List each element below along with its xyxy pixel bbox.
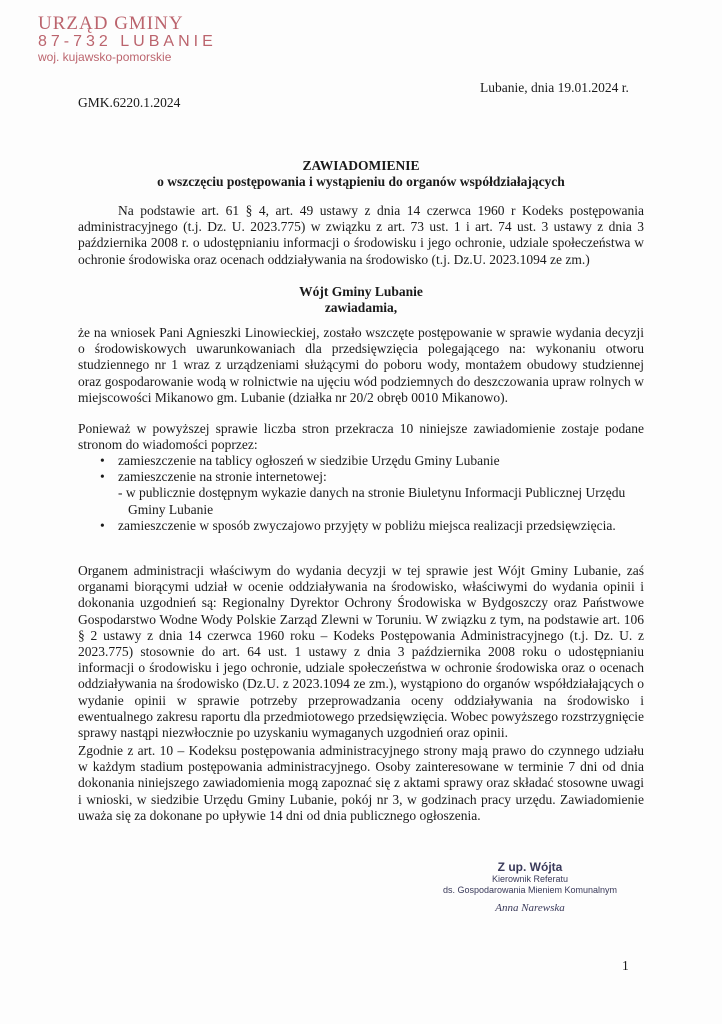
page-number: 1 <box>622 958 629 973</box>
signature-block <box>430 860 630 914</box>
authority-verb: zawiadamia, <box>324 300 398 315</box>
bullet-icon: • <box>100 469 105 485</box>
office-stamp <box>38 14 217 63</box>
document-date: Lubanie, dnia 19.01.2024 r. <box>480 80 629 95</box>
reference-number: GMK.6220.1.2024 <box>78 95 181 110</box>
signature-department: ds. Gospodarowania Mieniem Komunalnym <box>442 885 618 895</box>
paragraph-organs: Organem administracji właściwym do wydania decyzji w tej sprawie jest Wójt Gminy Lubanie, zaś organami biorącymi udział w ocenie oddziaływania na środowisko, właściwymi do wydania opinii i dokonania uzgodnień są: Regionalny Dyrektor Ochrony Środowiska w Bydgoszczy oraz Państwowe Gospodarstwo Wodne Wody Polskie Zarząd Zlewni w Toruniu. W związku z tym, na podstawie art. 106 § 2 ustawy z dnia 14 czerwca 1960 roku – Kodeks Postępowania Administracyjnego (t.j. Dz. U. z 2023.775) stosownie do art. 64 ust. 1 ustawy z dnia 3 października 2008 roku o udostępnianiu informacji o środowisku i jego ochronie, udziale społeczeństwa w ochronie środowiska oraz o ocenach oddziaływania na środowisko (Dz.U. z 2023.1094 ze zm.), wystąpiono do organów współdziałających o wydanie opinii w sprawie potrzeby przeprowadzania oceny oddziaływania na środowisko i ewentualnego zakresu raportu dla przedmiotowego przedsięwzięcia. Wobec powyższego rozstrzygnięcie sprawy nastąpi niezwłocznie po uzyskaniu wymaganych uzgodnień oraz opinii. <box>78 563 644 741</box>
document-title <box>78 158 644 190</box>
paragraph-application: że na wniosek Pani Agnieszki Linowieckiej, zostało wszczęte postępowanie w sprawie wydania decyzji o środowiskowych uwarunkowaniach dla przedsięwzięcia polegającego na: wykonaniu otworu studziennego nr 1 wraz z urządzeniami służącymi do poboru wody, montażem obudowy studziennej oraz gospodarowanie wodą w rolnictwie na ujęciu wód podziemnych do deszczowania upraw rolnych w miejscowości Mikanowo gm. Lubanie (działka nr 20/2 obręb 0010 Mikanowo). <box>78 325 644 405</box>
bullet-icon: • <box>100 517 105 533</box>
notification-methods-list <box>78 453 644 534</box>
stamp-line-2: 87-732 LUBANIE <box>38 32 217 50</box>
list-item: • zamieszczenie w sposób zwyczajowo przyjęty w pobliżu miejsca realizacji przedsięwzięcia. <box>100 517 616 533</box>
authority-name: Wójt Gminy Lubanie <box>299 284 423 299</box>
signature-name: Anna Narewska <box>495 902 565 914</box>
bullet-icon: • <box>100 453 105 468</box>
stamp-line-3: woj. kujawsko-pomorskie <box>38 49 172 64</box>
signature-position: Kierownik Referatu <box>491 874 569 884</box>
stamp-line-1: URZĄD GMINY <box>38 13 184 34</box>
list-item: • zamieszczenie na tablicy ogłoszeń w siedzibie Urzędu Gminy Lubanie <box>100 453 500 468</box>
intro-paragraph: Na podstawie art. 61 § 4, art. 49 ustawy z dnia 14 czerwca 1960 r Kodeks postępowania administracyjnego (t.j. Dz. U. 2023.775) w związku z art. 73 ust. 1 i art. 74 ust. 3 ustawy z dnia 3 października 2008 r. o udostępnianiu informacji o środowisku i jego ochronie, udziale społeczeństwa w ochronie środowiska oraz ocenach oddziaływania na środowisko (t.j. Dz.U. 2023.1094 ze zm.) <box>78 203 644 267</box>
title-subtitle: o wszczęciu postępowania i wystąpieniu do organów współdziałających <box>157 174 565 189</box>
signature-authorization: Z up. Wójta <box>497 860 563 874</box>
paragraph-notification: Ponieważ w powyższej sprawie liczba stron przekracza 10 niniejsze zawiadomienie zostaje podane stronom do wiadomości poprzez: <box>78 421 644 453</box>
list-item: • zamieszczenie na stronie internetowej: - w publicznie dostępnym wykazie danych na stronie Biuletynu Informacji Publicznej Urzędu Gminy Lubanie <box>78 469 644 518</box>
authority-heading <box>78 284 644 316</box>
sub-list-item: - w publicznie dostępnym wykazie danych na stronie Biuletynu Informacji Publicznej Urzędu Gminy Lubanie <box>118 485 626 517</box>
paragraph-rights: Zgodnie z art. 10 – Kodeksu postępowania administracyjnego strony mają prawo do czynnego udziału w każdym stadium postępowania administracyjnego. Osoby zainteresowane w terminie 7 dni od dnia dokonania niniejszego zawiadomienia mogą zapoznać się z aktami sprawy oraz składać stosowne uwagi i wnioski, w siedzibie Urzędu Gminy Lubanie, pokój nr 3, w godzinach pracy urzędu. Zawiadomienie uważa się za dokonane po upływie 14 dni od dnia publicznego ogłoszenia. <box>78 743 644 823</box>
title-main: ZAWIADOMIENIE <box>302 158 420 173</box>
